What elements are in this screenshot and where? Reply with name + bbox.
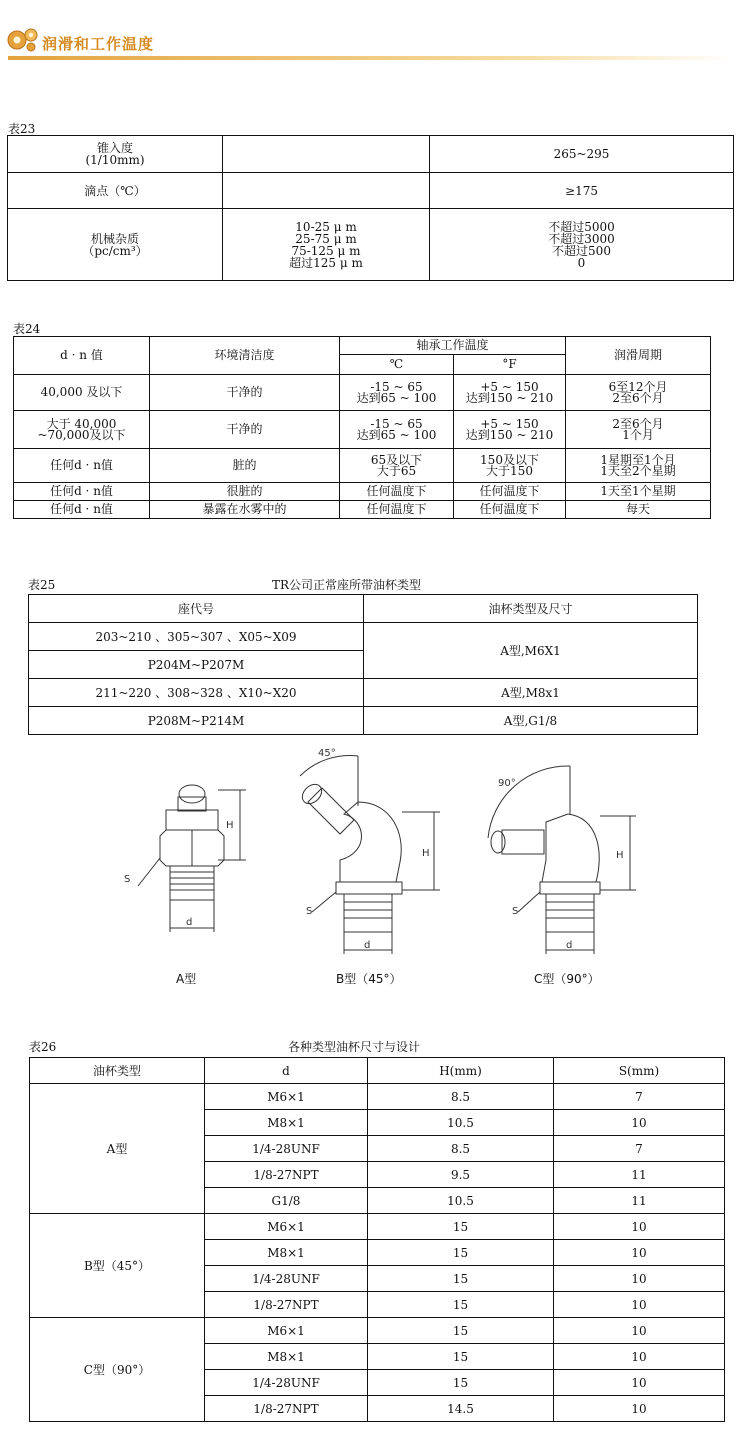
- table-row: [30, 1214, 725, 1240]
- table-cell: 10: [554, 1240, 725, 1266]
- table-cell: 10: [554, 1318, 725, 1344]
- dim-h-label-c: H: [616, 850, 624, 861]
- table-row: [8, 173, 734, 209]
- table-cell: M6×1: [205, 1214, 368, 1240]
- column-header: H(mm): [368, 1058, 554, 1084]
- table-cell: 265~295: [430, 136, 734, 173]
- table-cell: 203~210 、305~307 、X05~X09: [29, 623, 364, 651]
- table-cell: 1/8-27NPT: [205, 1162, 368, 1188]
- table-row: [14, 411, 711, 449]
- table26-caption: 表26: [29, 1040, 57, 1054]
- table-cell: 任何温度下: [454, 501, 566, 519]
- table-cell: 1星期至1个月 1天至2个星期: [566, 449, 711, 483]
- table-cell: 11: [554, 1162, 725, 1188]
- grease-nipple-figure: [110, 742, 650, 992]
- page-header: [0, 0, 740, 70]
- table-cell: 暴露在水雾中的: [150, 501, 340, 519]
- table-cell: M8×1: [205, 1110, 368, 1136]
- table-cell: 不超过5000 不超过3000 不超过500 0: [430, 209, 734, 281]
- table-row: [14, 483, 711, 501]
- table-cell: 任何温度下: [340, 501, 454, 519]
- table26: [29, 1057, 725, 1422]
- table-cell: 14.5: [368, 1396, 554, 1422]
- column-header: 轴承工作温度: [340, 337, 566, 355]
- table-cell: -15 ~ 65 达到65 ~ 100: [340, 375, 454, 411]
- table-cell: 1/8-27NPT: [205, 1396, 368, 1422]
- table-row: [29, 679, 698, 707]
- table-cell: +5 ~ 150 达到150 ~ 210: [454, 411, 566, 449]
- nipple-c-drawing: [488, 766, 636, 954]
- nipple-a-drawing: [138, 785, 246, 932]
- type-c-label: C型（90°）: [534, 972, 600, 986]
- table-cell: 11: [554, 1188, 725, 1214]
- column-header: 座代号: [29, 595, 364, 623]
- table-cell: 2至6个月 1个月: [566, 411, 711, 449]
- table-cell: 10: [554, 1396, 725, 1422]
- table-cell: M8×1: [205, 1240, 368, 1266]
- dim-s-label-b: S: [306, 906, 313, 917]
- table-cell: 1/8-27NPT: [205, 1292, 368, 1318]
- table-cell: 任何d · n值: [14, 483, 150, 501]
- table-cell: 10: [554, 1344, 725, 1370]
- table-cell: A型: [30, 1084, 205, 1214]
- table-cell: 15: [368, 1344, 554, 1370]
- table-header-row: [14, 337, 711, 355]
- nipple-b-drawing: [299, 755, 440, 954]
- column-header: °F: [454, 355, 566, 375]
- table-cell: 211~220 、308~328 、X10~X20: [29, 679, 364, 707]
- dim-h-label-b: H: [422, 848, 430, 859]
- table-header-row: [29, 595, 698, 623]
- table25: [28, 594, 698, 735]
- table-row: [30, 1318, 725, 1344]
- page-title: 润滑和工作温度: [42, 35, 155, 53]
- dim-h-label-a: H: [226, 820, 234, 831]
- angle-c-label: 90°: [498, 778, 516, 789]
- table-cell: +5 ~ 150 达到150 ~ 210: [454, 375, 566, 411]
- dim-s-label-c: S: [512, 906, 519, 917]
- column-header: 油杯类型: [30, 1058, 205, 1084]
- table-cell: -15 ~ 65 达到65 ~ 100: [340, 411, 454, 449]
- table-cell: 15: [368, 1318, 554, 1344]
- table-cell: 大于 40,000 ~70,000及以下: [14, 411, 150, 449]
- angle-b-label: 45°: [318, 748, 336, 759]
- table-cell: 1/4-28UNF: [205, 1136, 368, 1162]
- table-cell: 任何d · n值: [14, 449, 150, 483]
- table25-title: TR公司正常座所带油杯类型: [272, 578, 422, 592]
- table-row: [30, 1084, 725, 1110]
- table-cell: 15: [368, 1266, 554, 1292]
- column-header: ℃: [340, 355, 454, 375]
- table-cell: B型（45°）: [30, 1214, 205, 1318]
- table-cell: 7: [554, 1136, 725, 1162]
- dim-d-label-c: d: [566, 940, 573, 951]
- table-cell: 任何温度下: [340, 483, 454, 501]
- table-cell: [223, 136, 430, 173]
- table-cell: 机械杂质 （pc/cm³）: [8, 209, 223, 281]
- type-b-label: B型（45°）: [336, 972, 402, 986]
- table23: [7, 135, 734, 281]
- table-cell: [223, 173, 430, 209]
- table-row: [8, 136, 734, 173]
- table-cell: 150及以下 大于150: [454, 449, 566, 483]
- table-cell: M6×1: [205, 1084, 368, 1110]
- table-cell: 滴点（℃）: [8, 173, 223, 209]
- table-row: [14, 501, 711, 519]
- type-a-label: A型: [176, 972, 197, 986]
- table-cell: 任何温度下: [454, 483, 566, 501]
- table-cell: C型（90°）: [30, 1318, 205, 1422]
- table-cell: 脏的: [150, 449, 340, 483]
- table25-caption: 表25: [28, 578, 56, 592]
- table-row: [29, 707, 698, 735]
- table-cell: 10.5: [368, 1110, 554, 1136]
- table23-caption: 表23: [8, 122, 36, 136]
- table-cell: 锥入度 (1/10mm): [8, 136, 223, 173]
- table-cell: 8.5: [368, 1084, 554, 1110]
- table-row: [29, 623, 698, 651]
- table-cell: A型,G1/8: [364, 707, 698, 735]
- header-divider: [8, 56, 734, 60]
- table-cell: 很脏的: [150, 483, 340, 501]
- table-cell: P208M~P214M: [29, 707, 364, 735]
- column-header: S(mm): [554, 1058, 725, 1084]
- table-cell: 干净的: [150, 411, 340, 449]
- table-cell: 每天: [566, 501, 711, 519]
- table-cell: 干净的: [150, 375, 340, 411]
- table-row: [14, 449, 711, 483]
- dim-d-label-a: d: [186, 917, 193, 928]
- table-cell: G1/8: [205, 1188, 368, 1214]
- table-cell: 任何d · n值: [14, 501, 150, 519]
- table-cell: 15: [368, 1240, 554, 1266]
- table-cell: 9.5: [368, 1162, 554, 1188]
- dim-s-label-a: S: [124, 874, 131, 885]
- column-header: 润滑周期: [566, 337, 711, 375]
- dim-d-label-b: d: [364, 940, 371, 951]
- table-cell: 6至12个月 2至6个月: [566, 375, 711, 411]
- table-row: [14, 375, 711, 411]
- table-cell: 10.5: [368, 1188, 554, 1214]
- table-cell: 7: [554, 1084, 725, 1110]
- column-header: 油杯类型及尺寸: [364, 595, 698, 623]
- table-cell: M8×1: [205, 1344, 368, 1370]
- table-cell: 10: [554, 1292, 725, 1318]
- column-header: d · n 值: [14, 337, 150, 375]
- table-cell: 65及以下 大于65: [340, 449, 454, 483]
- table-cell: 40,000 及以下: [14, 375, 150, 411]
- column-header: d: [205, 1058, 368, 1084]
- table-cell: 8.5: [368, 1136, 554, 1162]
- table-cell: 10: [554, 1214, 725, 1240]
- table-cell: 10: [554, 1110, 725, 1136]
- gears-icon: [6, 26, 40, 52]
- table-cell: A型,M6X1: [364, 623, 698, 679]
- table-cell: P204M~P207M: [29, 651, 364, 679]
- table-header-row: [30, 1058, 725, 1084]
- table-cell: M6×1: [205, 1318, 368, 1344]
- table-cell: 15: [368, 1292, 554, 1318]
- table-cell: 1/4-28UNF: [205, 1266, 368, 1292]
- table-cell: ≥175: [430, 173, 734, 209]
- column-header: 环境清洁度: [150, 337, 340, 375]
- table-cell: A型,M8x1: [364, 679, 698, 707]
- table-cell: 15: [368, 1214, 554, 1240]
- table24: [13, 336, 711, 519]
- table26-title: 各种类型油杯尺寸与设计: [288, 1040, 421, 1054]
- table-cell: 1天至1个星期: [566, 483, 711, 501]
- table-cell: 1/4-28UNF: [205, 1370, 368, 1396]
- table-cell: 15: [368, 1370, 554, 1396]
- table-row: [8, 209, 734, 281]
- table24-caption: 表24: [13, 322, 41, 336]
- table-cell: 10-25 μ m 25-75 μ m 75-125 μ m 超过125 μ m: [223, 209, 430, 281]
- table-cell: 10: [554, 1266, 725, 1292]
- table-cell: 10: [554, 1370, 725, 1396]
